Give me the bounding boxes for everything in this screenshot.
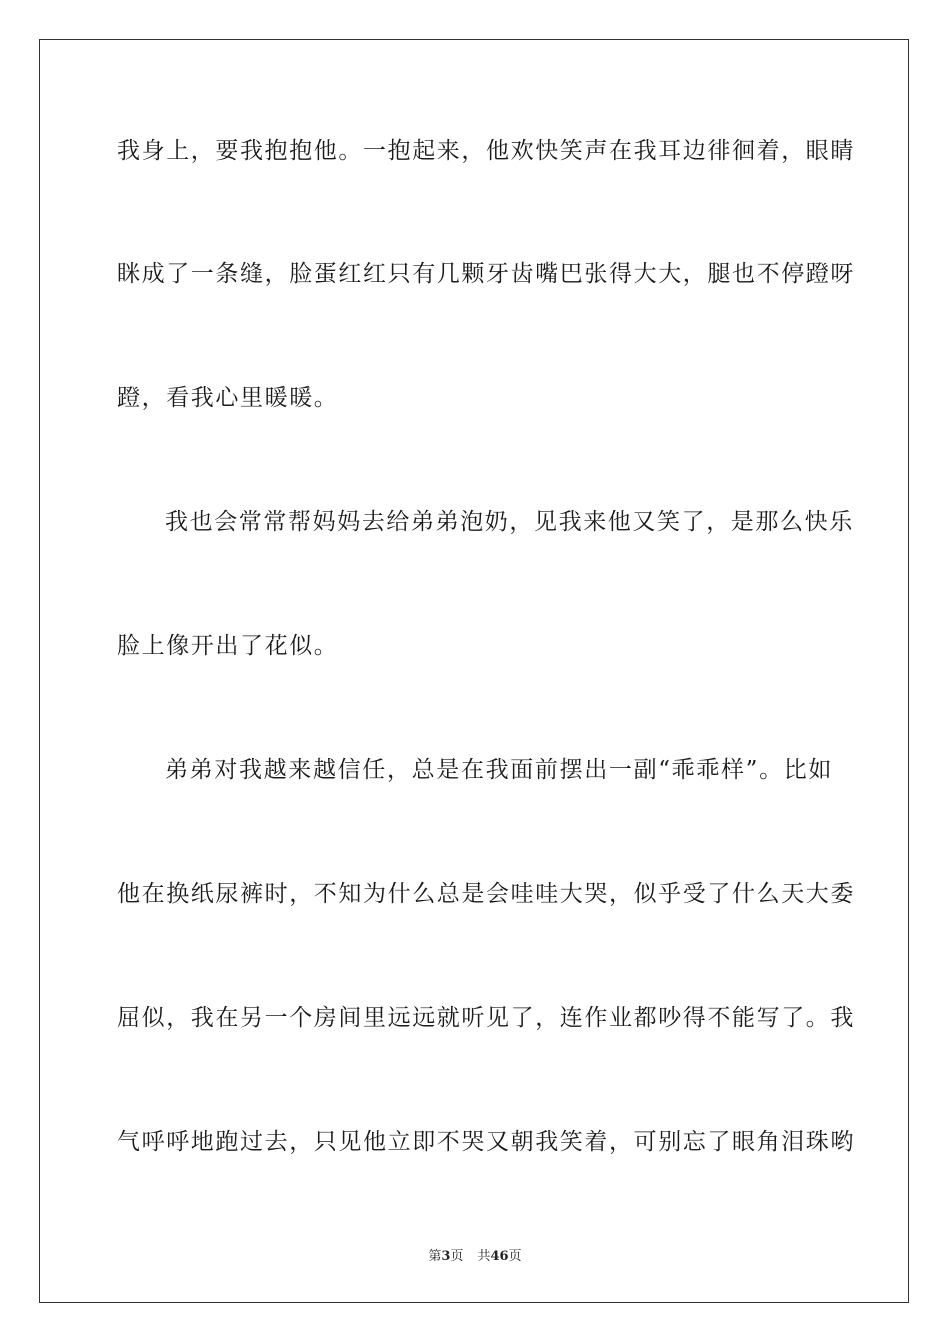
page-number: 3 <box>441 1249 451 1264</box>
text-line-3: 蹬，看我心里暖暖。 <box>117 385 339 411</box>
total-suffix: 页 <box>508 1249 522 1264</box>
text-line-8: 屈似，我在另一个房间里远远就听见了，连作业都吵得不能写了。我 <box>117 1005 855 1031</box>
text-line-4: 我也会常常帮妈妈去给弟弟泡奶，见我来他又笑了，是那么快乐 <box>165 509 854 535</box>
text-line-2: 眯成了一条缝，脸蛋红红只有几颗牙齿嘴巴张得大大，腿也不停蹬呀 <box>117 261 855 287</box>
text-line-9: 气呼呼地跑过去，只见他立即不哭又朝我笑着，可别忘了眼角泪珠哟 <box>117 1129 855 1155</box>
text-line-7: 他在换纸尿裤时，不知为什么总是会哇哇大哭，似乎受了什么天大委 <box>117 881 855 907</box>
text-line-5: 脸上像开出了花似。 <box>117 633 339 659</box>
page-suffix: 页 <box>450 1249 464 1264</box>
page-footer <box>0 1248 950 1266</box>
text-line-6: 弟弟对我越来越信任，总是在我面前摆出一副“乖乖样”。比如 <box>165 757 833 783</box>
total-prefix: 共 <box>477 1249 491 1264</box>
total-pages: 46 <box>490 1249 509 1264</box>
page-border <box>39 39 909 1303</box>
page-prefix: 第 <box>428 1249 442 1264</box>
text-line-1: 我身上，要我抱抱他。一抱起来，他欢快笑声在我耳边徘徊着，眼睛 <box>117 138 855 164</box>
